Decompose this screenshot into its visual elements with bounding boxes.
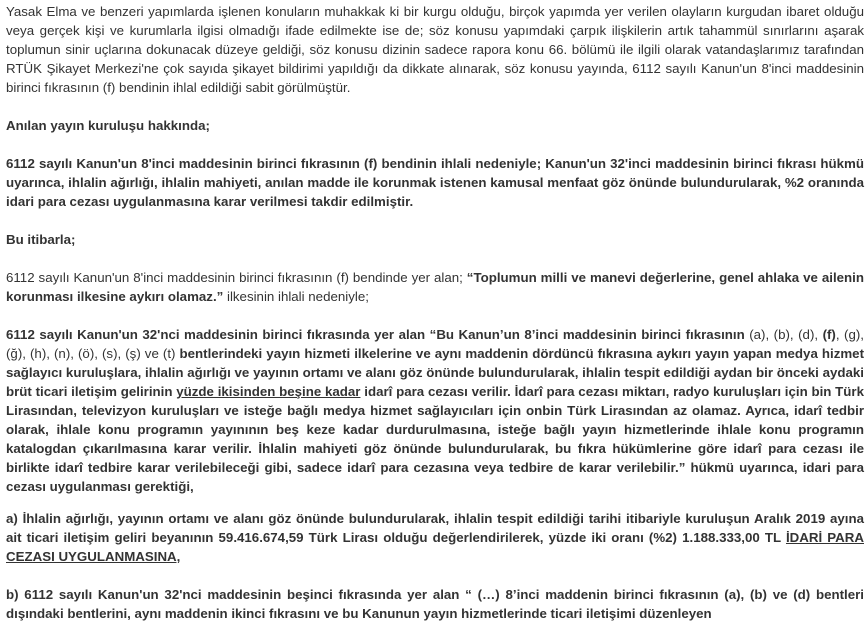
article-underlined-text: yüzde ikisinden beşine kadar [176, 384, 361, 399]
penalty-item-a-decision: İDARİ PARA CEZASI UYGULANMASINA, [6, 530, 864, 564]
law-article-32-paragraph [6, 325, 864, 496]
section-heading-therefore: Bu itibarla; [6, 232, 76, 247]
principle-outro-text: ilkesinin ihlali nedeniyle; [223, 289, 369, 304]
article-text-4: , (g), (ğ), (h), (n), (ö), (s), (ş) ve (t) [6, 327, 864, 361]
penalty-item-b: b) 6112 sayılı Kanun'un 32'nci maddesinin beşinci fıkrasında yer alan “ (…) 8’inci maddenin birinci fıkrasının (a), (b) ve (d) bentleri dışındaki bentlerini, aynı maddenin ikinci fıkrasını ve bu Kanunun yayın hizmetlerinde ticari iletişimi düzenleyen [6, 587, 864, 621]
penalty-item-a [6, 509, 864, 566]
section-heading-broadcaster: Anılan yayın kuruluşu hakkında; [6, 118, 210, 133]
article-text-1: 6112 sayılı Kanun'un 32'nci maddesinin birinci fıkrasında yer alan “Bu Kanun’un 8’inci maddesinin birinci fıkrasının [6, 327, 750, 342]
article-text-7: idarî para cezası verilir. İdarî para cezası miktarı, radyo kuruluşları için bin Türk Lirasından, televizyon kuruluşları ve isteğe bağlı medya hizmet sağlayıcıları için onbin Türk Lirasından az olamaz. Ayrıca, idarî tedbir olarak, ihlale konu programın yayınının beş keze kadar durdurulmasına, isteğe bağlı yayın hizmetlerinde ihlale konu programın katalogdan çıkarılmasına karar verilir. İhlalin mahiyeti göz önünde bulundurularak, bu fıkra hükümlerine göre idarî para cezası ile birlikte idarî tedbire karar verilebileceği gibi, sadece idarî para cezasına veya tedbire de karar verilebilir.” hükmü uyarınca, idari para cezası uygulanması gerektiği, [6, 384, 864, 494]
penalty-item-a-text: a) İhlalin ağırlığı, yayının ortamı ve alanı göz önünde bulundurularak, ihlalin tespit edildiği tarihi itibariyle kuruluşun Aralık 2019 ayına ait ticari iletişim geliri beyanının 59.416.674,59 Türk Lirası olduğu değerlendirilerek, yüzde iki oranı (%2) 1.188.333,00 TL [6, 511, 864, 545]
decision-paragraph: 6112 sayılı Kanun'un 8'inci maddesinin birinci fıkrasının (f) bendinin ihlali nedeniyle; Kanun'un 32'inci maddesinin birinci fıkrası hükmü uyarınca, ihlalin ağırlığı, ihlalin mahiyeti, anılan madde ile korunmak istenen kamusal menfaat göz önünde bulundurularak, %2 oranında idari para cezası uygulanmasına karar verilmesi takdir edilmiştir. [6, 156, 864, 209]
principle-quote: “Toplumun milli ve manevi değerlerine, genel ahlaka ve ailenin korunması ilkesine aykırı olamaz.” [6, 270, 864, 304]
document-page [0, 2, 868, 621]
intro-paragraph: Yasak Elma ve benzeri yapımlarda işlenen konuların muhakkak ki bir kurgu olduğu, birçok yapımda yer verilen olayların kurgudan ibaret olduğu veya gerçek kişi ve kurumlarla ilgisi olmadığı ifade edilmekte ise de; söz konusu yapımdaki çarpık ilişkilerin artık tahammül sınırlarını aşarak toplumun sinir uçlarına dokunacak düzeye geldiği, söz konusu dizinin sadece rapora konu 66. bölümü ile ilgili olarak vatandaşlarımız tarafından RTÜK Şikayet Merkezi'ne çok sayıda şikayet bildirimi yapıldığı da dikkate alınarak, söz konusu yayında, 6112 sayılı Kanun'un 8'inci maddesinin birinci fıkrasının (f) bendinin ihlal edildiği sabit görülmüştür. [6, 4, 864, 95]
article-text-2: (a), (b), (d), [749, 327, 823, 342]
principle-intro-text: 6112 sayılı Kanun'un 8'inci maddesinin birinci fıkrasının (f) bendinde yer alan; [6, 270, 467, 285]
article-text-5: bentlerindeki yayın hizmeti ilkelerine ve aynı maddenin dördüncü fıkrasına aykırı yayın yapan medya hizmet sağlayıcı kuruluşlara, ihlalin ağırlığı ve yayının ortamı ve alanı göz önünde bulundurularak, ihlalin tespit edildiği aydan bir önceki aydaki brüt ticari iletişim gelirinin [6, 346, 864, 399]
violated-principle-paragraph [6, 268, 864, 306]
article-text-3: (f) [822, 327, 836, 342]
